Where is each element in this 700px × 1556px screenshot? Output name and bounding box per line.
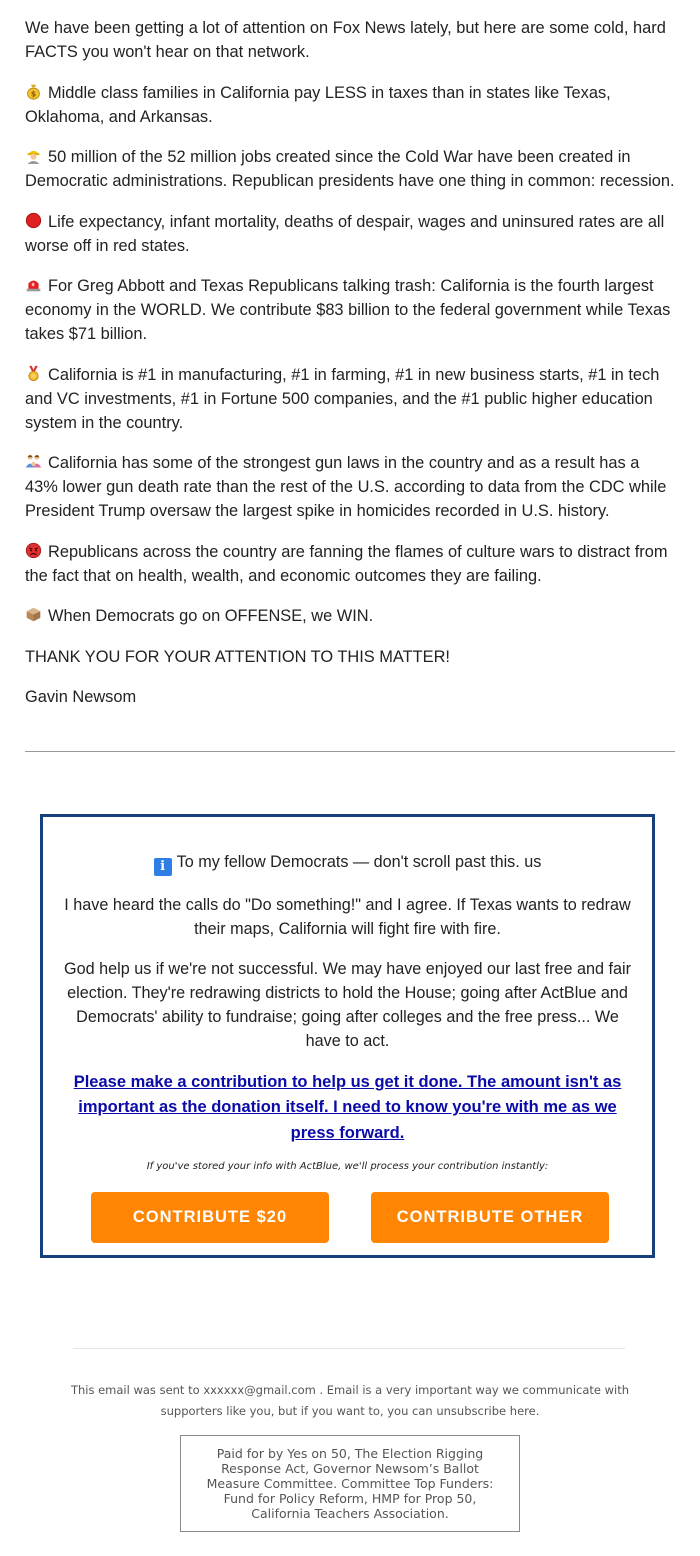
fact-text: California is #1 in manufacturing, #1 in farming, #1 in new business starts, #1 in tech and VC investments, #1 in Fortune 500 companies, and the #1 public higher education system in the country. bbox=[25, 365, 660, 432]
footer-sent-suffix: . Email is a very important way we communicate with supporters like you, but if you want to, you can bbox=[160, 1383, 630, 1418]
recipient-email-link[interactable]: xxxxxx@gmail.com bbox=[203, 1383, 316, 1397]
money-bag-icon bbox=[25, 83, 42, 100]
appeal-paragraph: God help us if we're not successful. We may have enjoyed our last free and fair election. They're redrawing districts to hold the House; going after ActBlue and Democrats' ability to fundraise; going after colleges and the free press... We have to act. bbox=[64, 960, 631, 1050]
footer-divider bbox=[73, 1348, 625, 1349]
intro-paragraph: We have been getting a lot of attention on Fox News lately, but here are some cold, hard FACTS you won't hear on that network. bbox=[25, 19, 666, 61]
footer-sent-prefix: This email was sent to bbox=[70, 1383, 200, 1397]
package-icon bbox=[25, 606, 42, 623]
fact-item bbox=[25, 363, 675, 435]
signature: Gavin Newsom bbox=[25, 688, 137, 706]
actblue-note: If you've stored your info with ActBlue, we'll process your contribution instantly: bbox=[146, 1161, 549, 1172]
info-icon: i bbox=[154, 858, 172, 876]
donation-box bbox=[40, 814, 655, 1258]
fact-text: California has some of the strongest gun laws in the country and as a result has a 43% lower gun death rate than the rest of the U.S. according to data from the CDC while President Trump oversaw the largest spike in homicides recorded in U.S. history. bbox=[25, 454, 667, 520]
fact-item bbox=[25, 274, 675, 346]
contribute-link[interactable]: Please make a contribution to help us get it done. The amount isn't as important as the donation itself. I need to know you're with me as we press forward. bbox=[73, 1072, 622, 1142]
fact-text: For Greg Abbott and Texas Republicans talking trash: California is the fourth largest economy in the WORLD. We contribute $83 billion to the federal government while Texas takes $71 billion. bbox=[25, 277, 671, 343]
contribute-other-button[interactable]: CONTRIBUTE OTHER bbox=[371, 1192, 609, 1243]
siren-icon bbox=[25, 276, 42, 293]
fact-item bbox=[25, 451, 675, 523]
appeal-headline-text: To my fellow Democrats — don't scroll past this. us bbox=[176, 853, 542, 871]
appeal-paragraph: I have heard the calls do "Do something!" and I agree. If Texas wants to redraw their maps, California will fight fire with fire. bbox=[64, 895, 631, 938]
unsubscribe-link[interactable]: unsubscribe here bbox=[436, 1404, 536, 1418]
fact-text: Republicans across the country are fanning the flames of culture wars to distract from the fact that on health, wealth, and economic outcomes they are failing. bbox=[25, 542, 668, 585]
footer-notice bbox=[60, 1380, 640, 1422]
contribute-20-button[interactable]: CONTRIBUTE $20 bbox=[91, 1192, 329, 1243]
fact-item bbox=[25, 210, 675, 258]
fact-text: Middle class families in California pay LESS in taxes than in states like Texas, Oklahoma, and Arkansas. bbox=[25, 83, 611, 126]
svg-text:$: $ bbox=[30, 89, 37, 99]
footer-period: . bbox=[535, 1404, 540, 1418]
fact-text: When Democrats go on OFFENSE, we WIN. bbox=[48, 607, 374, 625]
red-circle-icon bbox=[25, 212, 42, 229]
fact-item bbox=[25, 540, 675, 588]
donation-box-content bbox=[57, 850, 638, 1172]
fact-text: 50 million of the 52 million jobs created since the Cold War have been created in Democratic administrations. Republican presidents have one thing in common: recession. bbox=[25, 148, 675, 190]
construction-worker-icon bbox=[25, 147, 42, 164]
fact-item bbox=[25, 604, 675, 628]
family-icon bbox=[25, 453, 42, 470]
closing-line: THANK YOU FOR YOUR ATTENTION TO THIS MATTER! bbox=[25, 647, 450, 666]
paid-for-disclaimer: Paid for by Yes on 50, The Election Rigging Response Act, Governor Newsom’s Ballot Measure Committee. Committee Top Funders: Fund for Policy Reform, HMP for Prop 50, California Teachers Association. bbox=[180, 1435, 520, 1532]
medal-icon bbox=[25, 365, 42, 382]
fact-item bbox=[25, 81, 675, 129]
divider bbox=[25, 751, 675, 752]
fact-item bbox=[25, 145, 675, 193]
appeal-headline bbox=[57, 850, 638, 876]
angry-face-icon bbox=[25, 542, 42, 559]
fact-text: Life expectancy, infant mortality, deaths of despair, wages and uninsured rates are all worse off in red states. bbox=[25, 212, 665, 255]
email-body bbox=[25, 16, 675, 728]
